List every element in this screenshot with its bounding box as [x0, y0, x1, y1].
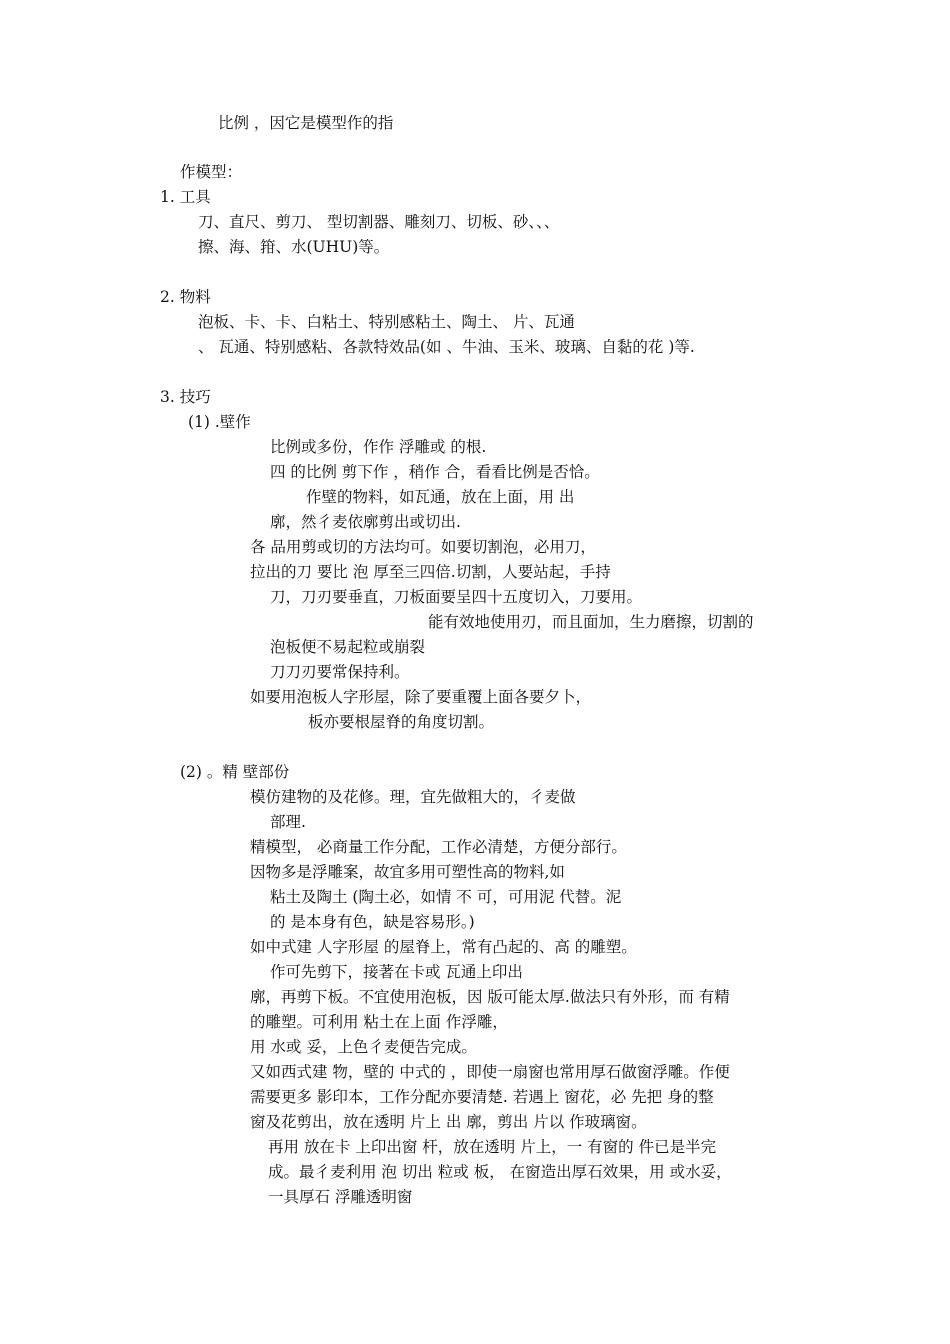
body-line: 如中式建 人字形屋 的屋脊上，常有凸起的、高 的雕塑。	[250, 938, 637, 956]
body-line: 再用 放在卡 上印出窗 杆，放在透明 片上，一 有窗的 件已是半完	[268, 1138, 717, 1156]
subheading-wall-making: (1) .壁作	[188, 413, 251, 431]
body-line: 作壁的物料，如瓦通，放在上面，用 出	[306, 488, 575, 506]
body-line: 因物多是浮雕案，故宜多用可塑性高的物料,如	[250, 863, 565, 881]
body-line: 作可先剪下，接著在卡或 瓦通上印出	[270, 963, 523, 981]
body-line: 拉出的刀 要比 泡 厚至三四倍.切割，人要站起，手持	[250, 563, 611, 581]
body-line: 廓，再剪下板。不宜使用泡板，因 版可能太厚.做法只有外形，而 有精	[250, 988, 730, 1006]
text-line-1: 比例 ，因它是模型作的指	[218, 114, 394, 132]
materials-line-2: 、 瓦通、特别感粘、各款特效品(如 、牛油、玉米、玻璃、自黏的花 )等.	[198, 338, 695, 356]
section-heading-make-model: 作模型：	[180, 163, 243, 181]
body-line: 粘土及陶土 (陶土必，如情 不 可，可用泥 代替。泥	[270, 888, 622, 906]
body-line: 板亦要根屋脊的角度切割。	[308, 713, 495, 731]
body-line: 能有效地使用刃，而且面加，生力磨擦，切割的	[428, 613, 754, 631]
body-line: 各 品用剪或切的方法均可。如要切割泡，必用刀，	[250, 538, 596, 556]
body-line: 四 的比例 剪下作 ，稍作 合，看看比例是否恰。	[270, 463, 600, 481]
materials-line-1: 泡板、卡、卡、白粘土、特别感粘土、陶土、 片、瓦通	[198, 313, 575, 331]
body-line: 精模型， 必商量工作分配，工作必清楚，方便分部行。	[250, 838, 627, 856]
body-line: 又如西式建 物，壁的 中式的 ，即使一扇窗也常用厚石做窗浮雕。作便	[250, 1063, 730, 1081]
heading-tools: 1. 工具	[160, 188, 211, 206]
body-line: 比例或多份，作作 浮雕或 的根.	[270, 438, 487, 456]
body-line: 部理.	[270, 813, 306, 831]
body-line: 如要用泡板人字形屋，除了要重覆上面各要夕卜，	[250, 688, 592, 706]
body-line: 刀，刀刃要垂直，刀板面要呈四十五度切入，刀要用。	[270, 588, 643, 606]
body-line: 成。最彳麦利用 泡 切出 粒或 板， 在窗造出厚石效果，用 或水妥，	[268, 1163, 732, 1181]
body-line: 的 是本身有色，缺是容易形。)	[270, 913, 475, 931]
tools-line-2: 擦、海、箝、水(UHU)等。	[198, 238, 390, 256]
body-line: 一具厚石 浮雕透明窗	[268, 1188, 413, 1206]
heading-materials: 2. 物料	[160, 288, 211, 306]
heading-techniques: 3. 技巧	[160, 388, 211, 406]
body-line: 的雕塑。可利用 粘土在上面 作浮雕，	[250, 1013, 508, 1031]
tools-line-1: 刀、直尺、剪刀、 型切割器、雕刻刀、切板、砂、、、	[198, 213, 560, 231]
body-line: 泡板便不易起粒或崩裂	[270, 638, 426, 656]
body-line: 用 水或 妥，上色彳麦便告完成。	[250, 1038, 477, 1056]
body-line: 需要更多 影印本，工作分配亦要清楚. 若遇上 窗花，必 先把 身的整	[250, 1088, 714, 1106]
body-line: 模仿建物的及花修。理，宜先做粗大的，彳麦做	[250, 788, 576, 806]
body-line: 廓，然彳麦依廓剪出或切出.	[270, 513, 461, 531]
body-line: 窗及花剪出，放在透明 片上 出 廓，剪出 片以 作玻璃窗。	[250, 1113, 647, 1131]
body-line: 刀刀刃要常保持利。	[270, 663, 410, 681]
subheading-fine-wall: (2) 。精 壁部份	[180, 763, 290, 781]
